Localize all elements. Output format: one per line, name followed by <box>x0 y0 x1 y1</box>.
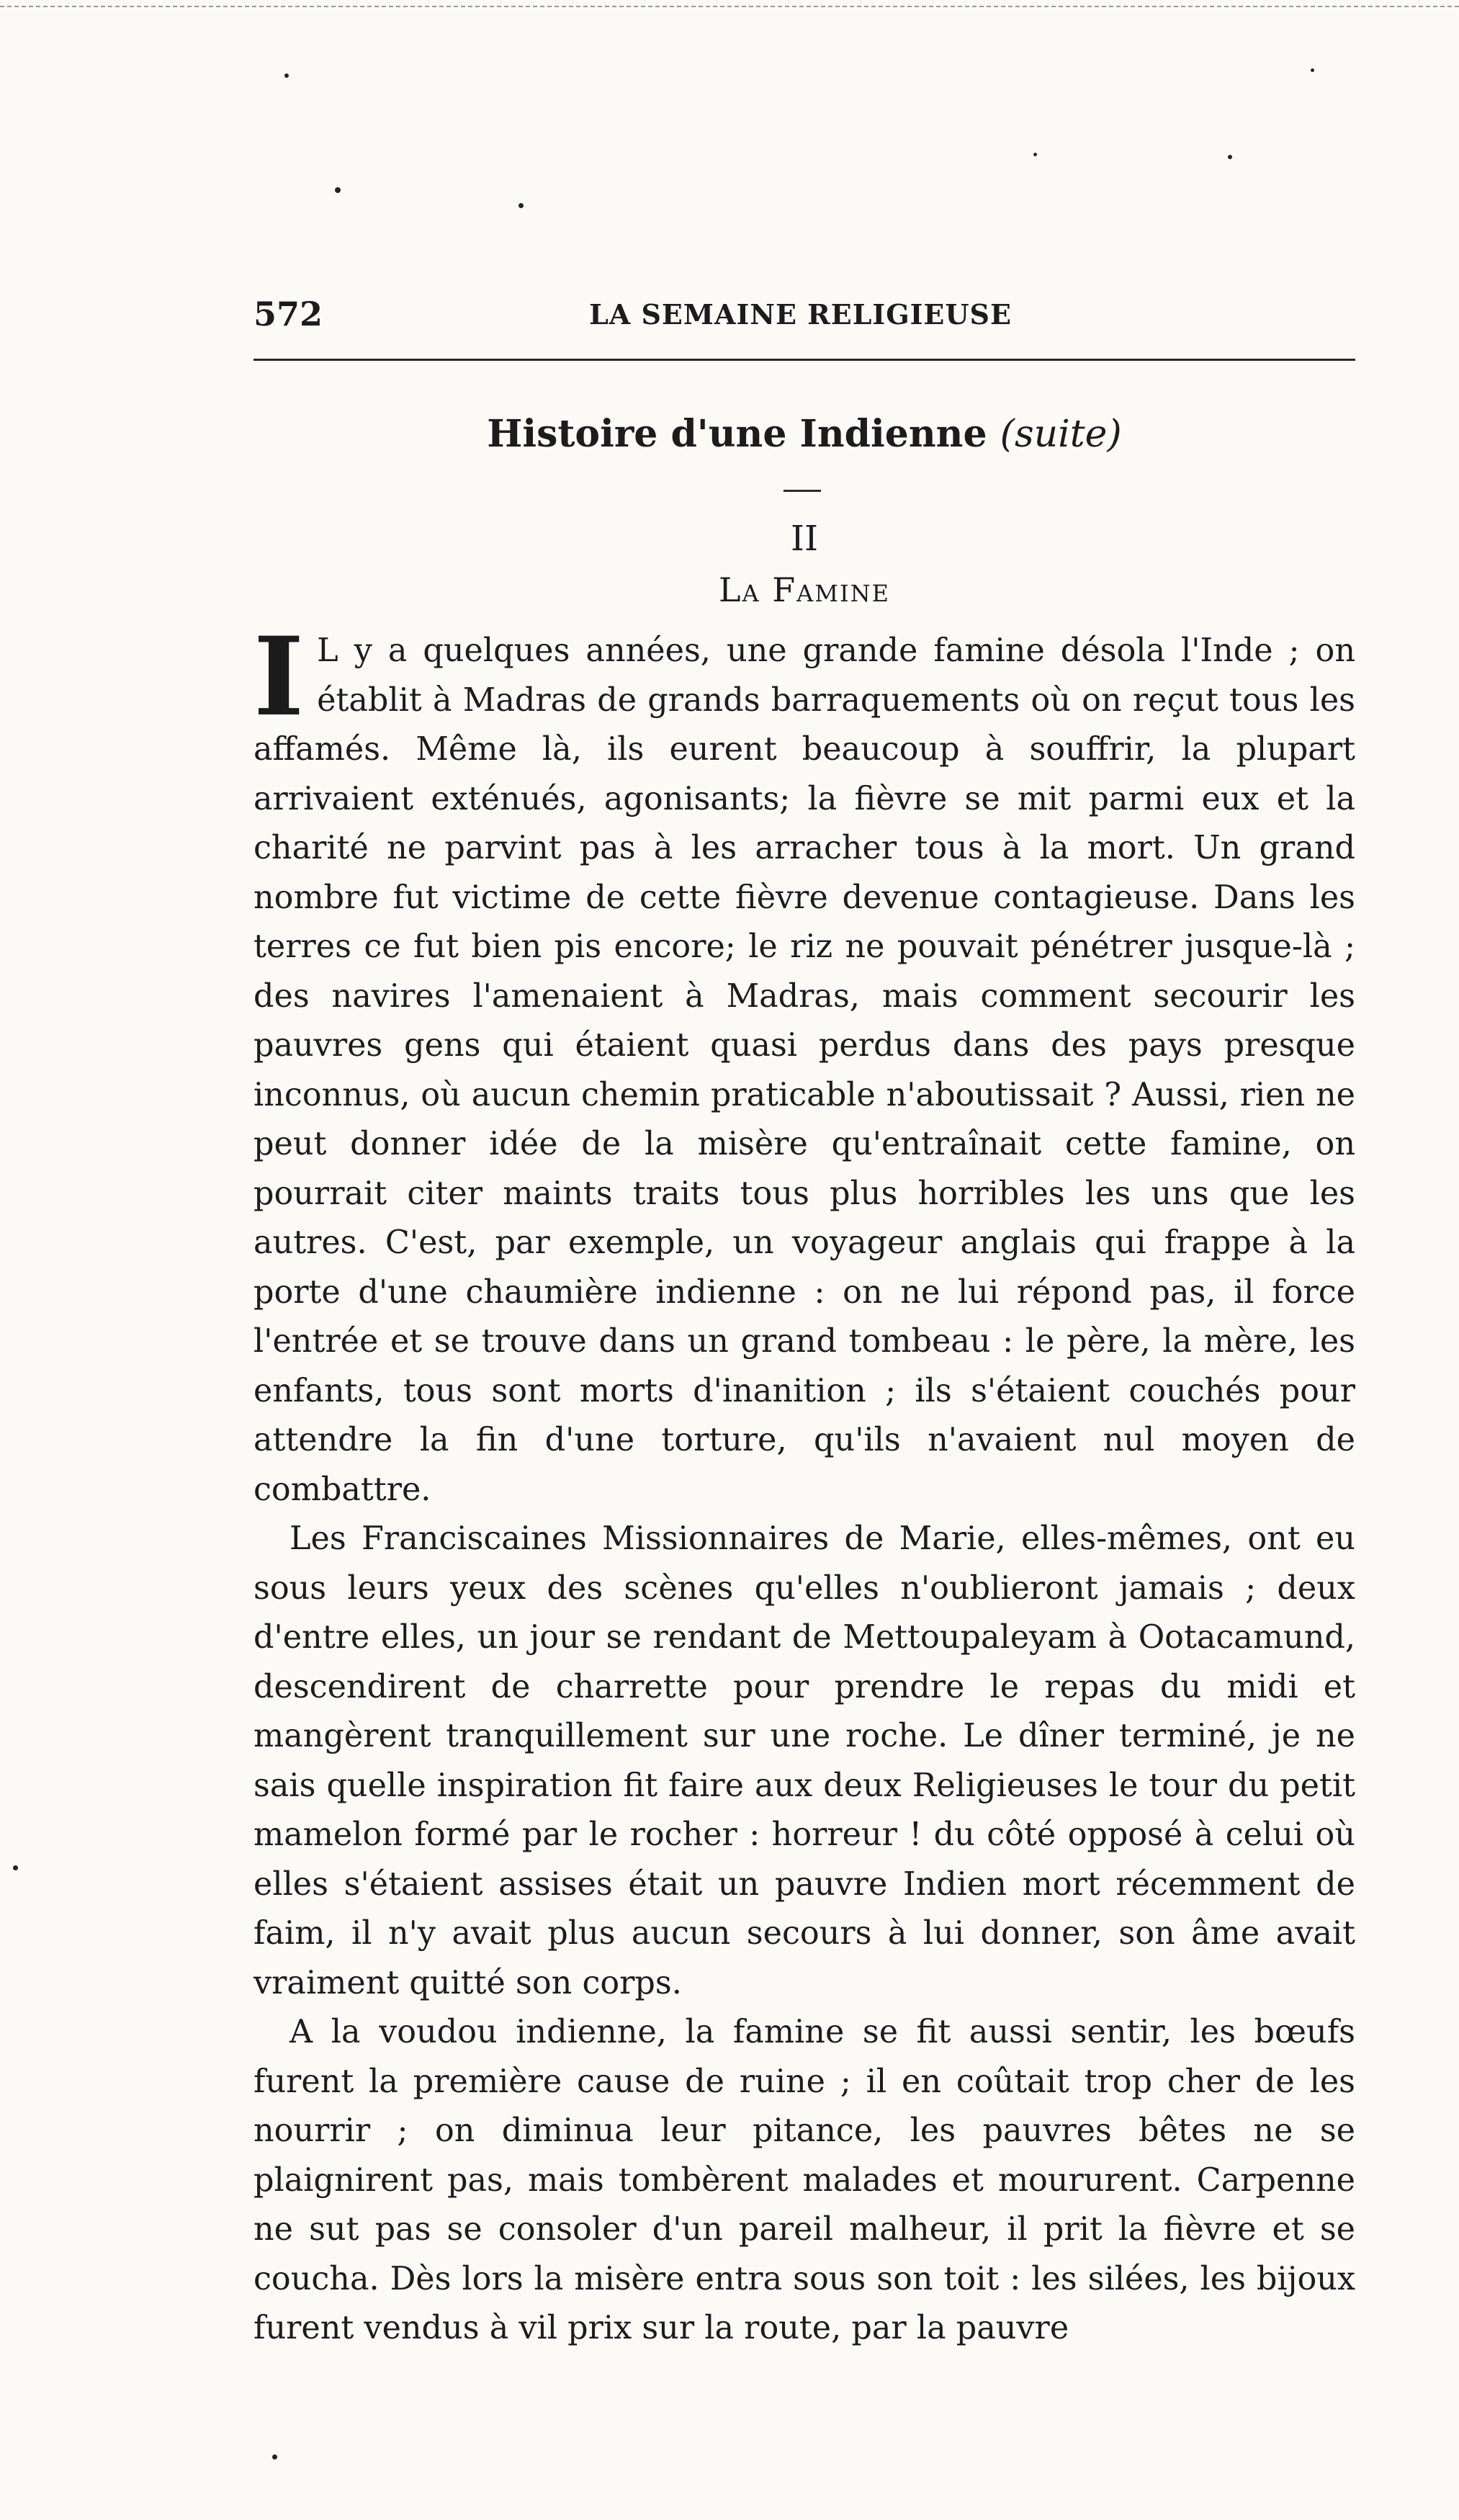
header-rule <box>253 359 1355 361</box>
page-header <box>253 288 1347 340</box>
scan-speck <box>1228 155 1232 159</box>
paragraph: Les Franciscaines Missionnaires de Marie, elles-mêmes, ont eu sous leurs yeux des scènes qu'elles n'oublieront jamais ; deux d'entre elles, un jour se rendant de Mettoupaleyam à Ootacamund, descendirent de charrette pour prendre le repas du midi et mangèrent tranquillement sur une roche. Le dîner terminé, je ne sais quelle inspiration fit faire aux deux Religieuses le tour du petit mamelon formé par le rocher : horreur ! du côté opposé à celui où elles s'étaient assises était un pauvre Indien mort récemment de faim, il n'y avait plus aucun secours à lui donner, son âme avait vraiment quitté son corps. <box>253 1520 1355 2001</box>
scan-speck <box>284 73 289 78</box>
article-title-text: Histoire d'une Indienne <box>487 412 987 456</box>
scan-speck <box>518 203 524 208</box>
article-title <box>253 412 1355 456</box>
article-title-suffix: (suite) <box>1000 413 1122 456</box>
section-number: II <box>791 519 818 559</box>
scan-speck <box>272 2454 277 2460</box>
drop-cap: I <box>253 614 305 740</box>
scan-speck <box>335 187 341 193</box>
running-head: LA SEMAINE RELIGIEUSE <box>589 297 1012 331</box>
section-title: La Famine <box>718 570 891 609</box>
scan-speck <box>13 1865 18 1870</box>
title-dash <box>784 490 821 492</box>
paragraph-text: L y a quelques années, une grande famine désola l'Inde ; on établit à Madras de grands barraquements où on reçut tous les affamés. Même là, ils eurent beaucoup à souffrir, la plupart arrivaient exténués, agonisants; la fièvre se mit parmi eux et la charité ne parvint pas à les arracher tous à la mort. Un grand nombre fut victime de cette fièvre devenue contagieuse. Dans les terres ce fut bien pis encore; le riz ne pouvait pénétrer jusque-là ; des navires l'amenaient à Madras, mais comment secourir les pauvres gens qui étaient quasi perdus dans des pays presque inconnus, où aucun chemin praticable n'aboutissait ? Aussi, rien ne peut donner idée de la misère qu'entraînait cette famine, on pourrait citer maints traits tous plus horribles les uns que les autres. C'est, par exemple, un voyageur anglais qui frappe à la porte d'une chaumière indienne : on ne lui répond pas, il force l'entrée et se trouve dans un grand tombeau : le père, la mère, les enfants, tous sont morts d'inanition ; ils s'étaient couchés pour attendre la fin d'une torture, qu'ils n'avaient nul moyen de combattre. <box>253 632 1355 1508</box>
page-top-edge <box>0 0 1459 7</box>
paragraph: A la voudou indienne, la famine se fit aussi sentir, les bœufs furent la première cause de ruine ; il en coûtait trop cher de les nourrir ; on diminua leur pitance, les pauvres bêtes ne se plaignirent pas, mais tombèrent malades et moururent. Carpenne ne sut pas se consoler d'un pareil malheur, il prit la fièvre et se coucha. Dès lors la misère entra sous son toit : les silées, les bijoux furent vendus à vil prix sur la route, par la pauvre <box>253 2014 1355 2346</box>
paragraph <box>253 614 1355 1515</box>
page-number: 572 <box>253 295 323 333</box>
article-body <box>253 614 1355 2354</box>
scan-speck <box>1311 68 1314 72</box>
scan-speck <box>1033 153 1037 156</box>
